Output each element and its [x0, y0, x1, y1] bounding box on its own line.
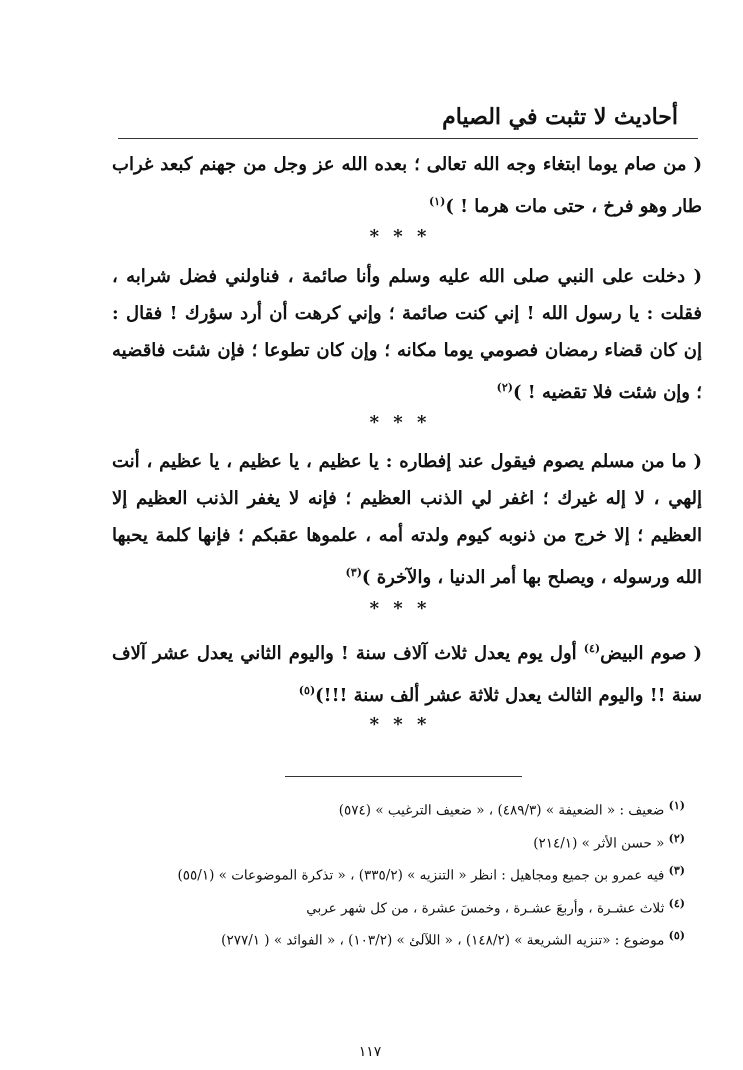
section-separator: * * * [369, 598, 431, 619]
running-header [118, 104, 678, 136]
footnote-item [140, 792, 685, 825]
footnote-ref: (٤) [583, 642, 601, 655]
footnote-ref: (٢) [496, 381, 513, 394]
page-number: ١١٧ [358, 1044, 382, 1060]
footnote-number: (٤) [668, 896, 685, 910]
footnote-ref: (١) [428, 195, 446, 208]
footnote-item [140, 922, 685, 955]
footnote-number: (٥) [668, 929, 685, 942]
footnotes [140, 792, 685, 955]
footnote-rule [285, 776, 522, 777]
footnote-ref: (٣) [345, 566, 362, 579]
hadith-paragraph-3 [112, 443, 702, 596]
section-separator: * * * [369, 226, 431, 247]
hadith-paragraph-2 [112, 258, 702, 411]
hadith-text: أول يوم يعدل ثلاث آلاف سنة ! واليوم الثاني يعدل عشر آلاف سنة !! واليوم الثالث يعدل ثلاثة عشر ألف سنة !!!) [112, 643, 702, 706]
footnote-number: (٢) [668, 831, 685, 845]
header-rule [118, 138, 698, 139]
footnote-item [140, 825, 685, 858]
footnote-text: ضعيف : « الضعيفة » (٤٨٩/٣) ، « ضعيف الترغيب » (٥٧٤) [338, 802, 665, 819]
page-title: أحاديث لا تثبت في الصيام [442, 104, 678, 130]
hadith-paragraph-4 [112, 630, 702, 714]
footnote-number: (٣) [668, 864, 685, 877]
footnote-number: (١) [668, 799, 685, 812]
hadith-paragraph-1 [112, 146, 702, 225]
hadith-text: ( صوم البيض [600, 643, 703, 664]
hadith-text: ( من صام يوما ابتغاء وجه الله تعالى ؛ بعده الله عز وجل من جهنم كبعد غراب طار وهو فرخ ، حتى مات هرما ! ) [112, 154, 702, 217]
footnote-text: ثلاث عشـرة ، وأربعَ عشـرة ، وخمسَ عشرة ، من كل شهر عربي [306, 900, 665, 916]
section-separator: * * * [369, 714, 431, 735]
hadith-text: ( ما من مسلم يصوم فيقول عند إفطاره : يا عظيم ، يا عظيم ، يا عظيم ، أنت إلهي ، لا إله غيرك ؛ اغفر لي الذنب العظيم ؛ فإنه لا يغفر الذنب العظيم إلا العظيم ؛ إلا خرج من ذنوبه كيوم ولدته أمه ، علموها عقبكم ؛ فإنها كلمة يحبها الله ورسوله ، ويصلح بها أمر الدنيا ، والآخرة ) [112, 451, 702, 588]
footnote-item [140, 890, 685, 923]
footnote-ref: (٥) [298, 684, 316, 697]
footnote-text: فيه عمرو بن جميع ومجاهيل : انظر « التنزيه » (٣٣٥/٢) ، « تذكرة الموضوعات » (٥٥/١) [177, 867, 665, 884]
footnote-text: موضوع : «تنزيه الشريعة » (١٤٨/٢) ، « اللآلئ » (١٠٣/٢) ، « الفوائد » ( ٢٧٧/١) [221, 932, 665, 949]
footnote-item [140, 857, 685, 890]
hadith-text: ( دخلت على النبي صلى الله عليه وسلم وأنا صائمة ، فناولني فضل شرابه ، فقلت : يا رسول الله ! إني كنت صائمة ؛ وإني كرهت أن أرد سؤرك ! فقال : إن كان قضاء رمضان فصومي يوما مكانه ؛ وإن كان تطوعا ؛ فإن شئت فاقضيه ؛ وإن شئت فلا تقضيه ! ) [112, 266, 702, 403]
section-separator: * * * [369, 412, 431, 433]
footnote-text: « حسن الأثر » (٢١٤/١) [533, 835, 665, 851]
